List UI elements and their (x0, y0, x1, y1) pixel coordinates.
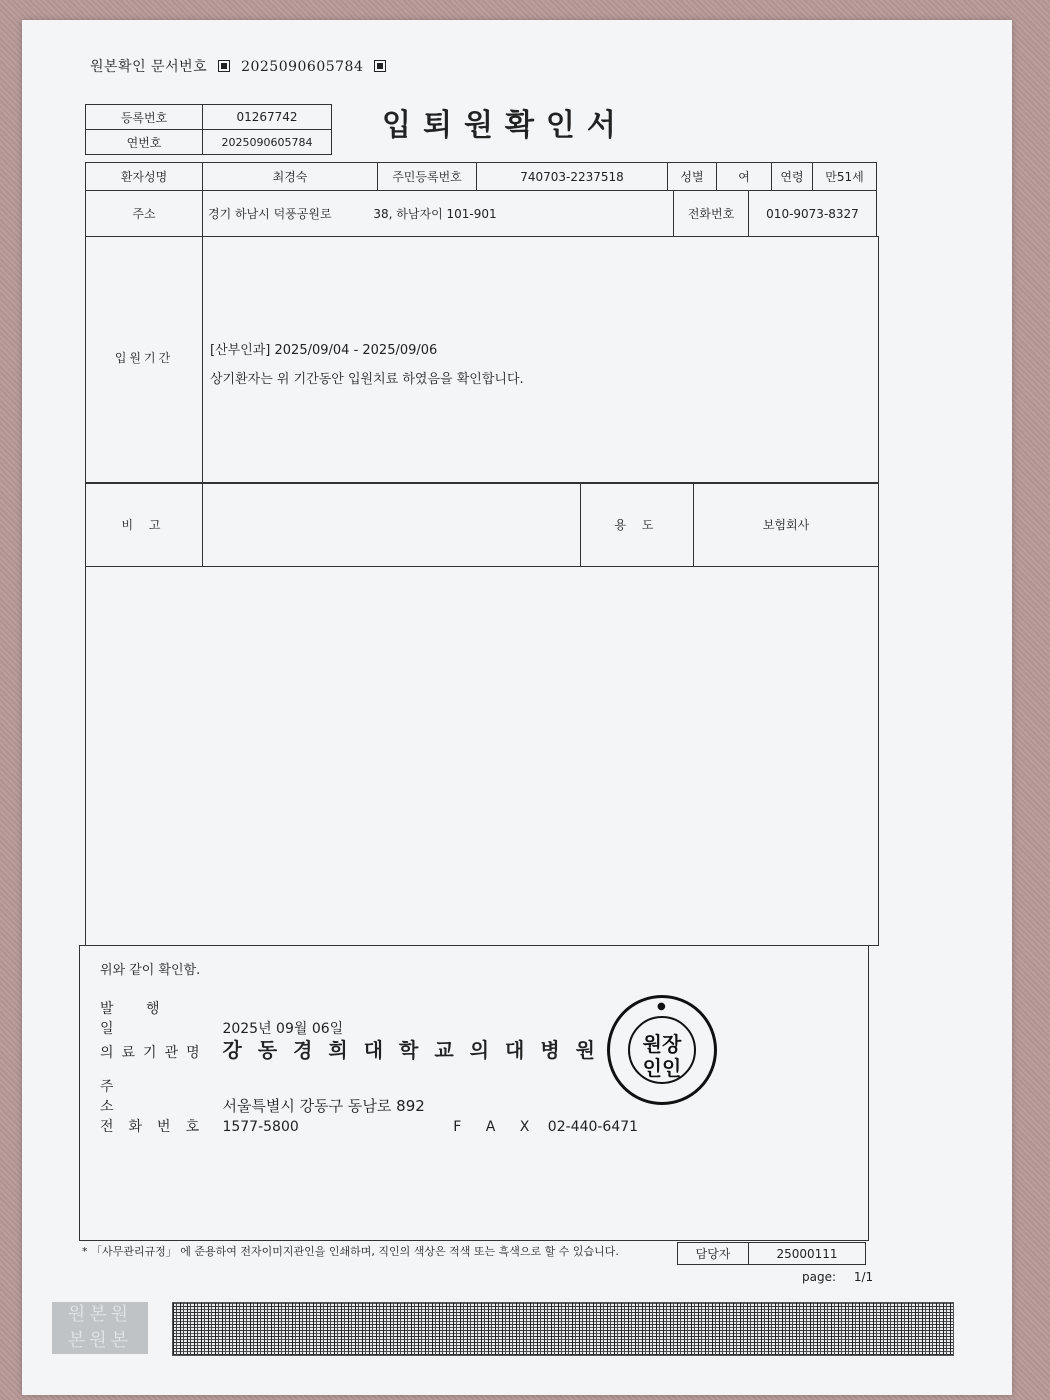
square-icon (374, 60, 386, 72)
use-label: 용 도 (614, 518, 660, 532)
manager-label: 담당자 (678, 1243, 749, 1265)
remarks-label: 비 고 (121, 518, 167, 532)
rrn-label: 주민등록번호 (378, 163, 477, 191)
rrn-value: 740703-2237518 (477, 163, 668, 191)
page-indicator (802, 1270, 873, 1284)
patient-name-value: 최경숙 (203, 163, 378, 191)
issuer-address-value: 서울특별시 강동구 동남로 892 (222, 1097, 425, 1115)
address-row (100, 1076, 425, 1116)
manager-value: 25000111 (749, 1243, 866, 1265)
issue-date-value: 2025년 09월 06일 (222, 1021, 344, 1037)
address-main: 경기 하남시 덕풍공원로 (208, 207, 332, 221)
page-value: 1/1 (853, 1270, 874, 1284)
original-check-line (90, 56, 392, 76)
stay-period: [산부인과] 2025/09/04 - 2025/09/06 (210, 343, 438, 358)
sex-label: 성별 (668, 163, 717, 191)
fax-label: F A X (453, 1119, 540, 1135)
contact-row (100, 1116, 638, 1136)
serial-number-label: 연번호 (86, 130, 203, 155)
patient-name-label: 환자성명 (86, 163, 203, 191)
institution-row (100, 1034, 611, 1063)
stay-statement: 상기환자는 위 기간동안 입원치료 하였음을 확인합니다. (210, 372, 524, 387)
sex-value: 여 (717, 163, 772, 191)
remarks-section (85, 482, 879, 567)
stay-label: 입원기간 (114, 351, 174, 365)
doc-number: 2025090605784 (241, 59, 364, 75)
official-seal-icon (607, 995, 717, 1105)
reg-number-value: 01267742 (203, 105, 332, 130)
address-label: 주소 (86, 191, 203, 237)
phone-label: 전화번호 (674, 191, 749, 237)
document-title: 입퇴원확인서 (382, 108, 628, 143)
institution-value: 강동경희대학교의대병원 (222, 1038, 611, 1062)
issuer-phone-value: 1577-5800 (222, 1119, 299, 1135)
document-paper (22, 20, 1012, 1395)
footnote: * 「사무관리규정」 에 준용하여 전자이미지관인을 인쇄하며, 직인의 색상은 적색 또는 흑색으로 할 수 있습니다. (82, 1245, 619, 1258)
stay-section (85, 236, 879, 484)
institution-label: 의료기관명 (100, 1045, 208, 1061)
address-value (203, 191, 674, 237)
divider (202, 237, 203, 483)
age-label: 연령 (772, 163, 813, 191)
manager-table (677, 1242, 866, 1265)
patient-table (85, 162, 877, 191)
phone-value: 010-9073-8327 (749, 191, 877, 237)
address-detail: 38, 하남자이 101-901 (373, 207, 497, 221)
seal-text-top: 원장 (642, 1032, 682, 1056)
fax-value: 02-440-6471 (547, 1119, 639, 1135)
issuer-address-label: 주 소 (100, 1079, 174, 1115)
address-table (85, 190, 877, 237)
issue-date-label: 발 행 일 (100, 1001, 174, 1037)
reg-number-label: 등록번호 (86, 105, 203, 130)
issuer-section (79, 945, 869, 1241)
age-value: 만51세 (813, 163, 877, 191)
security-barcode-icon (172, 1302, 954, 1356)
issue-date-row (100, 998, 343, 1038)
issuer-phone-label: 전화번호 (100, 1119, 215, 1135)
confirm-text: 위와 같이 확인함. (100, 963, 201, 978)
use-value: 보험회사 (762, 518, 810, 532)
serial-number-value: 2025090605784 (203, 130, 332, 155)
original-check-label: 원본확인 문서번호 (90, 59, 208, 75)
square-icon (218, 60, 230, 72)
divider (202, 483, 203, 566)
page-label: page: (802, 1270, 837, 1284)
original-watermark-icon: 원본원 본원본 (52, 1302, 148, 1354)
seal-dot-icon: ● (657, 1001, 666, 1012)
blank-area (85, 565, 879, 946)
registration-table (85, 104, 332, 155)
seal-text-bottom: 인인 (642, 1056, 682, 1080)
